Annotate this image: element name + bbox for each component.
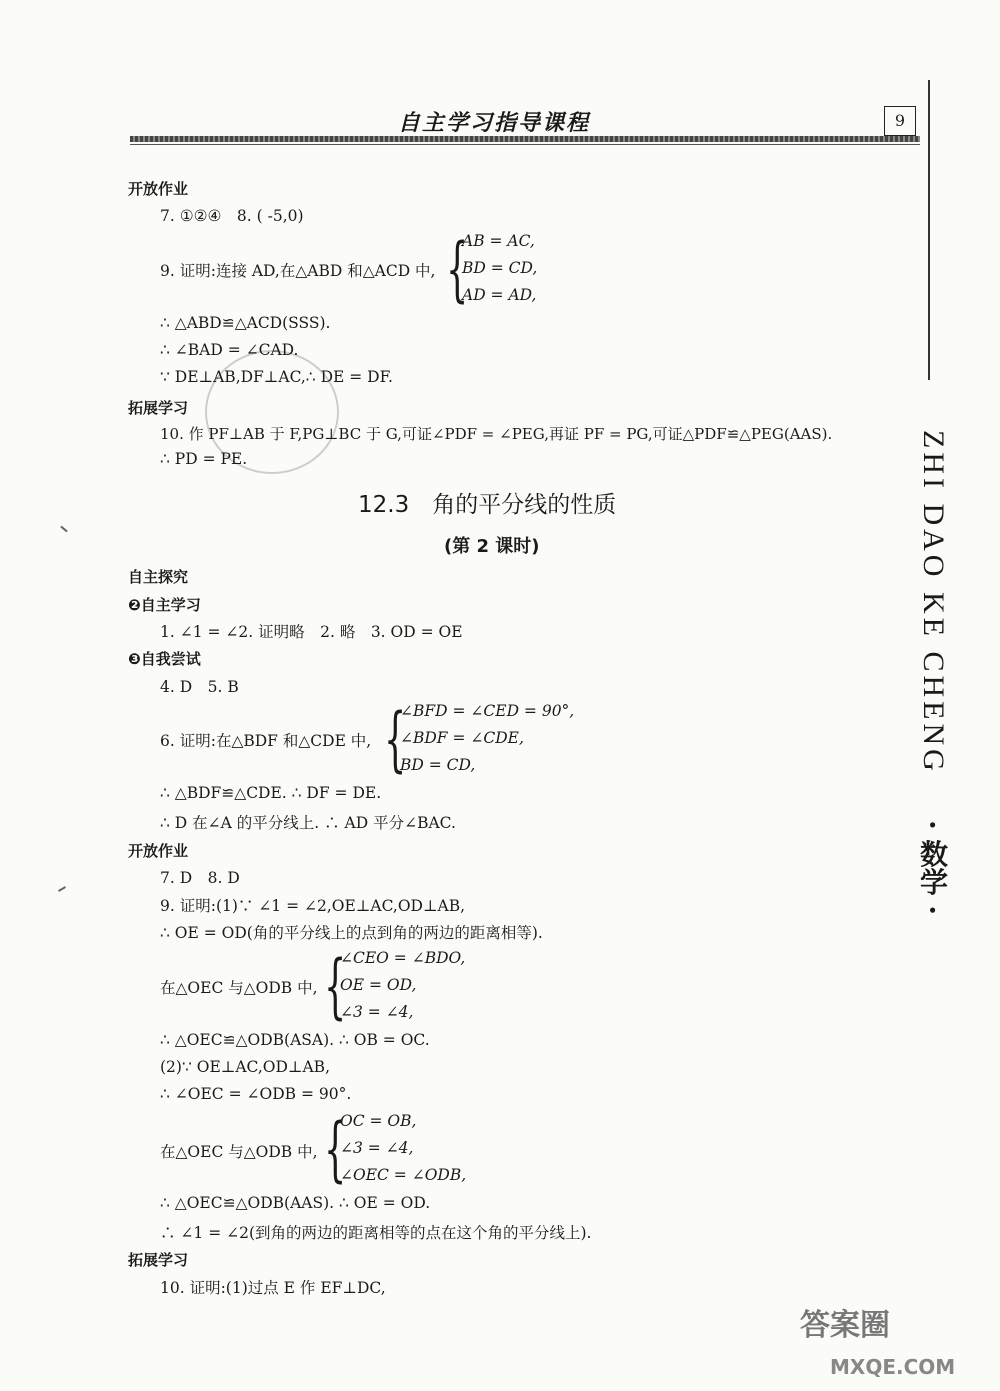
answer-line: 4. D 5. B xyxy=(160,678,239,696)
brace: { xyxy=(324,1108,347,1190)
section-heading-open-homework: 开放作业 xyxy=(128,180,189,198)
answer-line: 7. D 8. D xyxy=(160,869,240,887)
answer-line: ∴ △OEC≌△ODB(ASA). ∴ OB = OC. xyxy=(160,1031,430,1049)
watermark-url: MXQE.COM xyxy=(830,1355,956,1379)
margin-speck xyxy=(60,526,67,533)
answer-line: 10. 作 PF⊥AB 于 F,PG⊥BC 于 G,可证∠PDF = ∠PEG,再证 PF = PG,可证△PDF≌△PEG(AAS). xyxy=(160,425,833,443)
lesson-subtitle: (第 2 课时) xyxy=(444,536,540,557)
brace-line: BD = CD, xyxy=(462,259,538,277)
answer-line: ∴ ∠1 = ∠2(到角的两边的距离相等的点在这个角的平分线上). xyxy=(160,1224,592,1242)
brace-line: OC = OB, xyxy=(340,1112,417,1130)
brace-line: AD = AD, xyxy=(462,286,537,304)
brace-line: ∠CEO = ∠BDO, xyxy=(340,949,466,967)
header-title: 自主学习指导课程 xyxy=(398,111,591,136)
brace: { xyxy=(384,698,407,780)
brace: { xyxy=(324,945,347,1027)
brace: { xyxy=(446,228,469,310)
answer-line: 10. 证明:(1)过点 E 作 EF⊥DC, xyxy=(160,1279,386,1297)
answer-line: ∴ OE = OD(角的平分线上的点到角的两边的距离相等). xyxy=(160,924,543,942)
answer-line: ∴ △ABD≌△ACD(SSS). xyxy=(160,314,331,332)
answer-line: ∴ ∠OEC = ∠ODB = 90°. xyxy=(160,1085,352,1103)
answer-line: (2)∵ OE⊥AC,OD⊥AB, xyxy=(160,1058,330,1076)
answer-line: ∴ PD = PE. xyxy=(160,450,248,468)
answer-line: 9. 证明:(1)∵ ∠1 = ∠2,OE⊥AC,OD⊥AB, xyxy=(160,897,466,915)
brace-line: BD = CD, xyxy=(400,756,476,774)
answer-line: 在△OEC 与△ODB 中, xyxy=(160,1143,318,1161)
brace-line: AB = AC, xyxy=(462,232,535,250)
subsection-self-study: ❷自主学习 xyxy=(128,596,201,614)
answer-line: ∴ △OEC≌△ODB(AAS). ∴ OE = OD. xyxy=(160,1194,431,1212)
subsection-self-try: ❸自我尝试 xyxy=(128,650,201,668)
side-subject: · 数学 · xyxy=(916,820,949,915)
section-heading-extension: 拓展学习 xyxy=(128,1251,189,1269)
watermark-logo: 答案圈 xyxy=(800,1308,890,1343)
brace-line: ∠OEC = ∠ODB, xyxy=(340,1166,467,1184)
brace-line: ∠BFD = ∠CED = 90°, xyxy=(400,702,575,720)
side-pinyin: ZHI DAO KE CHENG xyxy=(917,430,950,775)
answer-line: 在△OEC 与△ODB 中, xyxy=(160,979,318,997)
brace-line: OE = OD, xyxy=(340,976,417,994)
answer-line: 7. ①②④ 8. ( -5,0) xyxy=(160,207,304,225)
margin-speck xyxy=(58,886,66,892)
answer-line: 6. 证明:在△BDF 和△CDE 中, xyxy=(160,732,372,750)
page-number: 9 xyxy=(884,106,916,136)
side-rule xyxy=(928,80,930,380)
answer-line: ∴ △BDF≌△CDE. ∴ DF = DE. xyxy=(160,784,382,802)
brace-line: ∠BDF = ∠CDE, xyxy=(400,729,524,747)
lesson-title: 12.3 角的平分线的性质 xyxy=(358,492,617,518)
header-rule-thin xyxy=(130,144,920,145)
answer-line: ∵ DE⊥AB,DF⊥AC,∴ DE = DF. xyxy=(160,368,393,386)
answer-line: 9. 证明:连接 AD,在△ABD 和△ACD 中, xyxy=(160,262,436,280)
answer-line: ∴ D 在∠A 的平分线上. ∴ AD 平分∠BAC. xyxy=(160,814,456,832)
section-heading-open-homework: 开放作业 xyxy=(128,842,189,860)
section-heading-extension: 拓展学习 xyxy=(128,399,189,417)
answer-line: ∴ ∠BAD = ∠CAD. xyxy=(160,341,299,359)
section-heading-self-explore: 自主探究 xyxy=(128,568,189,586)
header-rule xyxy=(130,136,920,142)
brace-line: ∠3 = ∠4, xyxy=(340,1003,414,1021)
brace-line: ∠3 = ∠4, xyxy=(340,1139,414,1157)
answer-line: 1. ∠1 = ∠2. 证明略 2. 略 3. OD = OE xyxy=(160,623,463,641)
